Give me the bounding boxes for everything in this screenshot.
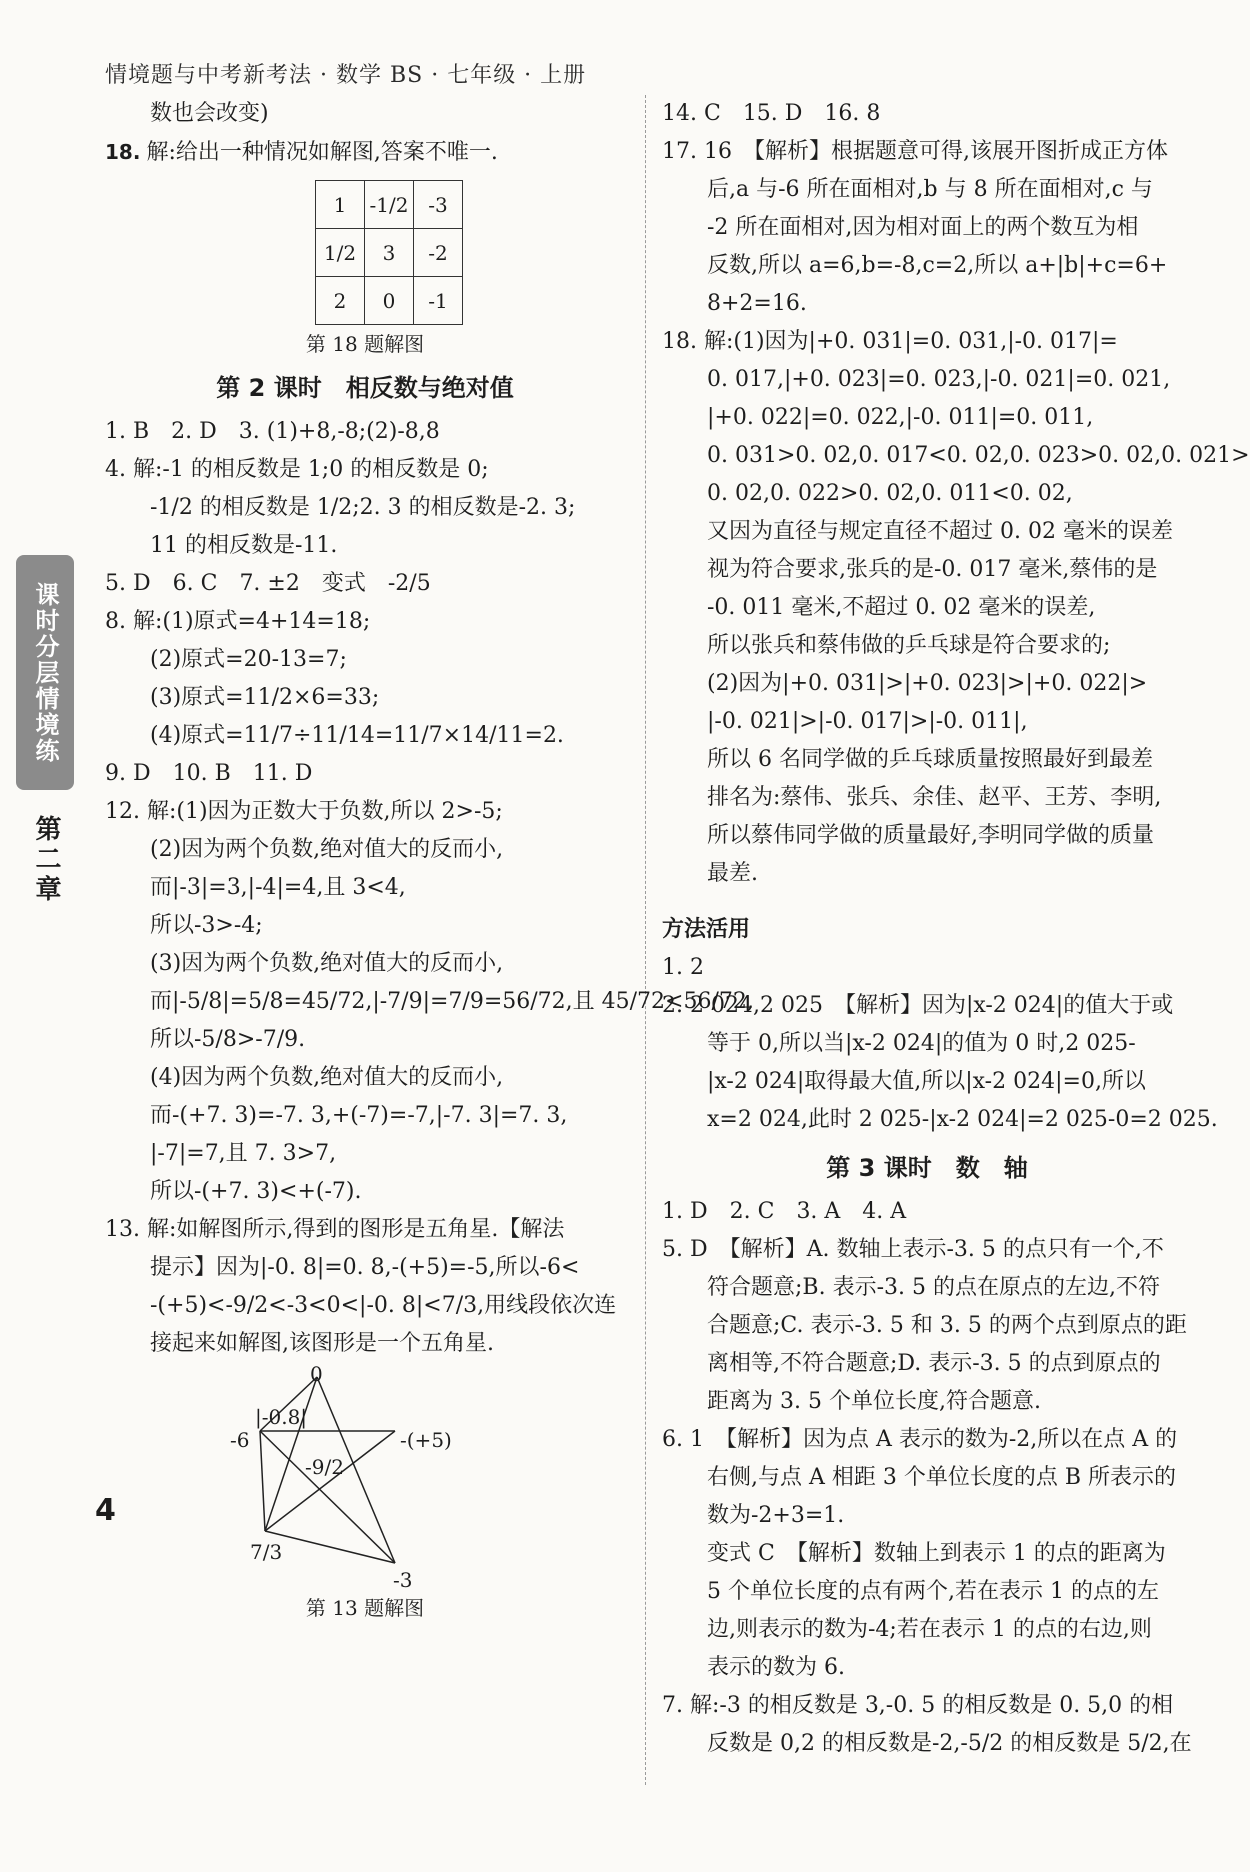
text-line: (2)因为两个负数,绝对值大的反而小, <box>150 837 504 862</box>
text-line: 所以-3>-4; <box>150 913 263 938</box>
text-line: 5 个单位长度的点有两个,若在表示 1 的点的左 <box>707 1579 1159 1604</box>
text-line: |-0. 021|>|-0. 017|>|-0. 011|, <box>707 709 1028 734</box>
table-cell: -3 <box>414 181 463 229</box>
table-cell: 2 <box>316 277 365 325</box>
text-line: 12. 解:(1)因为正数大于负数,所以 2>-5; <box>105 799 503 824</box>
text-line: 等于 0,所以当|x-2 024|的值为 0 时,2 025- <box>707 1031 1136 1056</box>
text-line: 提示】因为|-0. 8|=0. 8,-(+5)=-5,所以-6< <box>150 1255 580 1280</box>
text-line: 14. C 15. D 16. 8 <box>662 101 881 126</box>
text-line: 而|-5/8|=5/8=45/72,|-7/9|=7/9=56/72,且 45/72<56/72, <box>150 989 754 1014</box>
star-label: -3 <box>393 1568 413 1592</box>
text-line: 所以-5/8>-7/9. <box>150 1027 306 1052</box>
text-line: 反数,所以 a=6,b=-8,c=2,所以 a+|b|+c=6+ <box>707 253 1168 278</box>
table-row <box>316 229 463 277</box>
text-line: 11 的相反数是-11. <box>150 533 338 558</box>
text-line: |x-2 024|取得最大值,所以|x-2 024|=0,所以 <box>707 1069 1146 1094</box>
text-line: 所以蔡伟同学做的质量最好,李明同学做的质量 <box>707 823 1154 848</box>
text-line: (4)原式=11/7÷11/14=11/7×14/11=2. <box>150 723 564 748</box>
text-line: 合题意;C. 表示-3. 5 和 3. 5 的两个点到原点的距 <box>707 1313 1187 1338</box>
text-line: (3)原式=11/2×6=33; <box>150 685 380 710</box>
table-cell: 3 <box>365 229 414 277</box>
table-cell: -1/2 <box>365 181 414 229</box>
text-line: 9. D 10. B 11. D <box>105 761 313 786</box>
text-line: 数也会改变) <box>150 101 269 126</box>
figure-caption: 第 13 题解图 <box>305 1596 425 1620</box>
text-line: 0. 02,0. 022>0. 02,0. 011<0. 02, <box>707 481 1073 506</box>
text-line: 1. D 2. C 3. A 4. A <box>662 1199 907 1224</box>
star-label: |-0.8| <box>255 1405 308 1429</box>
text-line: 又因为直径与规定直径不超过 0. 02 毫米的误差 <box>707 519 1173 544</box>
chapter-label: 第二章 <box>31 815 61 905</box>
page-number: 4 <box>95 1493 116 1528</box>
text-line: 8+2=16. <box>707 291 807 316</box>
text-line: 5. D 【解析】A. 数轴上表示-3. 5 的点只有一个,不 <box>662 1237 1164 1262</box>
section-title: 第 2 课时 相反数与绝对值 <box>216 374 514 402</box>
text-line: 距离为 3. 5 个单位长度,符合题意. <box>707 1389 1041 1414</box>
text-line: x=2 024,此时 2 025-|x-2 024|=2 025-0=2 025. <box>707 1107 1218 1132</box>
question-18 <box>105 133 625 172</box>
method-section-title: 方法活用 <box>662 917 751 942</box>
text-line: 最差. <box>707 861 758 886</box>
text-line: 右侧,与点 A 相距 3 个单位长度的点 B 所表示的 <box>707 1465 1177 1490</box>
text-line: 8. 解:(1)原式=4+14=18; <box>105 609 371 634</box>
star-figure <box>105 1363 625 1593</box>
text-line: |-7|=7,且 7. 3>7, <box>150 1141 337 1166</box>
table-cell: 1 <box>316 181 365 229</box>
star-lines <box>105 1363 625 1593</box>
text-line: 而-(+7. 3)=-7. 3,+(-7)=-7,|-7. 3|=7. 3, <box>150 1103 568 1128</box>
table-row <box>316 277 463 325</box>
table-cell: 0 <box>365 277 414 325</box>
star-label: 7/3 <box>250 1540 283 1564</box>
text-line: (2)原式=20-13=7; <box>150 647 347 672</box>
text-line: 所以-(+7. 3)<+(-7). <box>150 1179 362 1204</box>
text-line: 7. 解:-3 的相反数是 3,-0. 5 的相反数是 0. 5,0 的相 <box>662 1693 1174 1718</box>
table-row <box>316 181 463 229</box>
text-line: 0. 031>0. 02,0. 017<0. 02,0. 023>0. 02,0. 021> <box>707 443 1250 468</box>
text-line: 而|-3|=3,|-4|=4,且 3<4, <box>150 875 406 900</box>
text-line: -0. 011 毫米,不超过 0. 02 毫米的误差, <box>707 595 1096 620</box>
side-tab <box>16 555 74 790</box>
side-tab-label: 课时分层情境练 <box>31 581 59 764</box>
text-line: (2)因为|+0. 031|>|+0. 023|>|+0. 022|> <box>707 671 1148 696</box>
question-text: 解:给出一种情况如解图,答案不唯一. <box>146 140 498 165</box>
text-line: 13. 解:如解图所示,得到的图形是五角星.【解法 <box>105 1217 565 1242</box>
text-line: 表示的数为 6. <box>707 1655 845 1680</box>
text-line: 离相等,不符合题意;D. 表示-3. 5 的点到原点的 <box>707 1351 1161 1376</box>
star-label: 0 <box>310 1362 323 1386</box>
star-label: -9/2 <box>305 1455 344 1479</box>
text-line: 4. 解:-1 的相反数是 1;0 的相反数是 0; <box>105 457 489 482</box>
right-column <box>662 95 1250 1763</box>
section-title: 第 3 课时 数 轴 <box>826 1154 1028 1182</box>
text-line: 6. 1 【解析】因为点 A 表示的数为-2,所以在点 A 的 <box>662 1427 1178 1452</box>
text-line: 接起来如解图,该图形是一个五角星. <box>150 1331 494 1356</box>
table-cell: -2 <box>414 229 463 277</box>
text-line: 18. 解:(1)因为|+0. 031|=0. 031,|-0. 017|= <box>662 329 1118 354</box>
magic-grid-table <box>315 180 463 325</box>
text-line: 变式 C 【解析】数轴上到表示 1 的点的距离为 <box>707 1541 1166 1566</box>
table-cell: -1 <box>414 277 463 325</box>
text-line: 1. B 2. D 3. (1)+8,-8;(2)-8,8 <box>105 419 440 444</box>
star-label: -6 <box>230 1428 250 1452</box>
text-line: -2 所在面相对,因为相对面上的两个数互为相 <box>707 215 1139 240</box>
text-line: -1/2 的相反数是 1/2;2. 3 的相反数是-2. 3; <box>150 495 576 520</box>
text-line: 所以 6 名同学做的乒乓球质量按照最好到最差 <box>707 747 1153 772</box>
text-line: 视为符合要求,张兵的是-0. 017 毫米,蔡伟的是 <box>707 557 1158 582</box>
text-line: 边,则表示的数为-4;若在表示 1 的点的右边,则 <box>707 1617 1152 1642</box>
text-line: 5. D 6. C 7. ±2 变式 -2/5 <box>105 571 431 596</box>
text-line: 2. 2 024,2 025 【解析】因为|x-2 024|的值大于或 <box>662 993 1174 1018</box>
text-line: 排名为:蔡伟、张兵、余佳、赵平、王芳、李明, <box>707 785 1162 810</box>
text-line: 17. 16 【解析】根据题意可得,该展开图折成正方体 <box>662 139 1168 164</box>
text-line: 数为-2+3=1. <box>707 1503 845 1528</box>
text-line: 1. 2 <box>662 955 704 980</box>
running-header: 情境题与中考新考法 · 数学 BS · 七年级 · 上册 <box>105 63 587 88</box>
star-label: -(+5) <box>400 1428 452 1452</box>
text-line: 反数是 0,2 的相反数是-2,-5/2 的相反数是 5/2,在 <box>707 1731 1192 1756</box>
table-cell: 1/2 <box>316 229 365 277</box>
text-line: (4)因为两个负数,绝对值大的反而小, <box>150 1065 504 1090</box>
column-divider <box>645 95 646 1785</box>
text-line: 所以张兵和蔡伟做的乒乓球是符合要求的; <box>707 633 1111 658</box>
text-line: 后,a 与-6 所在面相对,b 与 8 所在面相对,c 与 <box>707 177 1153 202</box>
text-line: 0. 017,|+0. 023|=0. 023,|-0. 021|=0. 021, <box>707 367 1171 392</box>
text-line: 符合题意;B. 表示-3. 5 的点在原点的左边,不符 <box>707 1275 1160 1300</box>
text-line: (3)因为两个负数,绝对值大的反而小, <box>150 951 504 976</box>
text-line: |+0. 022|=0. 022,|-0. 011|=0. 011, <box>707 405 1094 430</box>
question-number: 18. <box>105 140 141 164</box>
figure-caption: 第 18 题解图 <box>305 332 425 356</box>
text-line: -(+5)<-9/2<-3<0<|-0. 8|<7/3,用线段依次连 <box>150 1293 617 1318</box>
